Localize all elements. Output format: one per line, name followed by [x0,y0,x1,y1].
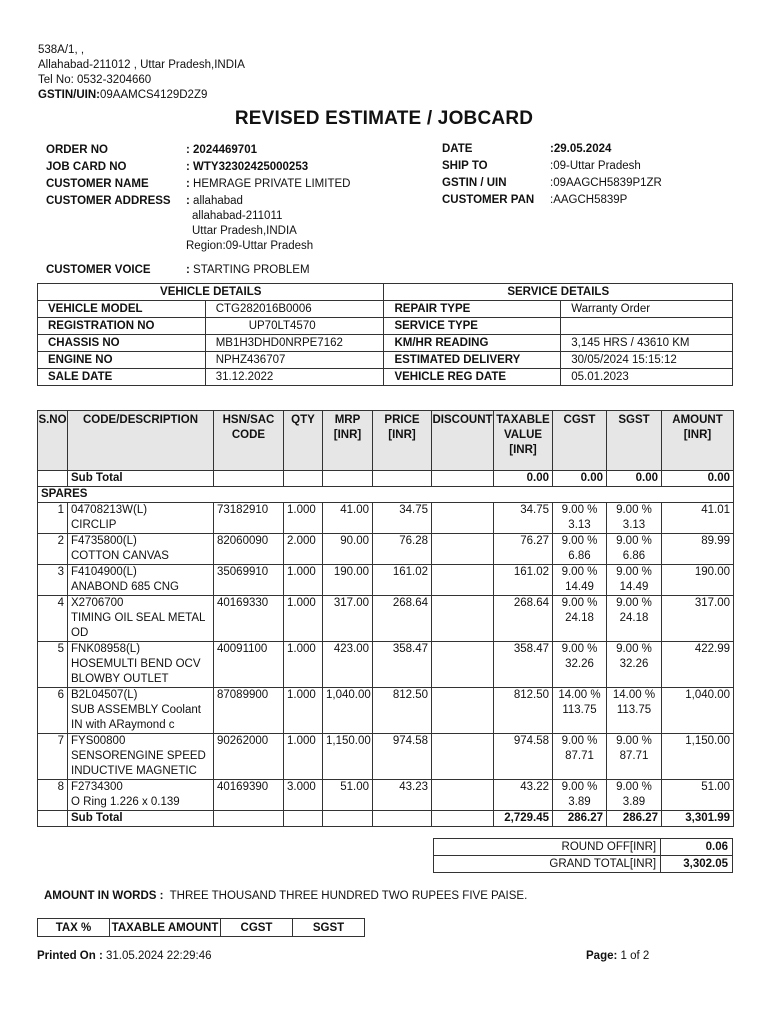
customer-name: : HEMRAGE PRIVATE LIMITED [186,178,351,190]
tax-summary-table [37,918,365,937]
sgst-header: SGST [293,919,365,937]
col-taxable: TAXABLE VALUE [INR] [494,411,553,471]
col-sno: S.NO [38,411,68,471]
tax-percent-header: TAX % [38,919,110,937]
job-card-no: : WTY32302425000253 [186,161,309,173]
vehicle-row: VEHICLE MODEL CTG282016B0006 REPAIR TYPE Warranty Order [38,301,733,318]
table-row: 7 FYS00800 SENSORENGINE SPEED INDUCTIVE MAGNETIC 90262000 1.000 1,150.00 974.58 974.58 9.00 % 87.71 9.00 % 87.71 1,150.00 [38,734,734,780]
table-row: 3 F4104900(L) ANABOND 685 CNG 35069910 1.000 190.00 161.02 161.02 9.00 % 14.49 9.00 % 14.49 190.00 [38,565,734,596]
customer-voice-value: : STARTING PROBLEM [186,264,310,276]
spares-section-row: SPARES [38,487,734,503]
vehicle-row: CHASSIS NO MB1H3DHD0NRPE7162 KM/HR READING 3,145 HRS / 43610 KM [38,335,733,352]
vehicle-row: ENGINE NO NPHZ436707 ESTIMATED DELIVERY 30/05/2024 15:15:12 [38,352,733,369]
table-row: 6 B2L04507(L) SUB ASSEMBLY Coolant IN with ARaymond c 87089900 1.000 1,040.00 812.50 812.50 14.00 % 113.75 14.00 % 113.75 1,040.00 [38,688,734,734]
address-line: Tel No: 0532-3204660 [38,74,152,86]
table-row: 8 F2734300 O Ring 1.226 x 0.139 40169390 3.000 51.00 43.23 43.22 9.00 % 3.89 9.00 % 3.89 51.00 [38,780,734,811]
service-details-header: SERVICE DETAILS [384,284,733,301]
order-info-right-labels [442,141,534,209]
order-info-right-values [550,141,662,209]
amount-in-words: AMOUNT IN WORDS : THREE THOUSAND THREE HUNDRED TWO RUPEES FIVE PAISE. [44,890,528,902]
labour-subtotal-row: Sub Total 0.00 0.00 0.00 0.00 [38,471,734,487]
spares-subtotal-row: Sub Total 2,729.45 286.27 286.27 3,301.99 [38,811,734,827]
vehicle-details-header: VEHICLE DETAILS [38,284,384,301]
totals-table [433,838,733,873]
order-info-labels [46,142,171,210]
pan-label: CUSTOMER PAN [442,194,535,206]
grand-total-row: GRAND TOTAL[INR] 3,302.05 [434,856,733,873]
pan-value: :AAGCH5839P [550,194,628,206]
company-address [38,43,245,103]
items-table [37,410,734,827]
customer-address: : allahabad allahabad-211011 Uttar Pradesh,INDIA Region:09-Uttar Pradesh [186,195,314,252]
order-no-label: ORDER NO [46,144,108,156]
address-line: Allahabad-211012 , Uttar Pradesh,INDIA [38,59,245,71]
job-card-label: JOB CARD NO [46,161,127,173]
table-row: 1 04708213W(L) CIRCLIP 73182910 1.000 41.00 34.75 34.75 9.00 % 3.13 9.00 % 3.13 41.01 [38,503,734,534]
cgst-header: CGST [221,919,293,937]
col-cgst: CGST [553,411,607,471]
customer-voice: CUSTOMER VOICE [46,264,151,276]
page-number: Page: 1 of 2 [586,950,650,962]
date-label: DATE [442,143,473,155]
col-amount: AMOUNT [INR] [662,411,734,471]
customer-address-label: CUSTOMER ADDRESS [46,195,171,207]
taxable-amount-header: TAXABLE AMOUNT [110,919,221,937]
vehicle-service-table [37,283,733,386]
customer-name-label: CUSTOMER NAME [46,178,149,190]
address-line: 538A/1, , [38,44,85,56]
table-row: 4 X2706700 TIMING OIL SEAL METAL OD 40169330 1.000 317.00 268.64 268.64 9.00 % 24.18 9.00 % 24.18 317.00 [38,596,734,642]
gstin-label: GSTIN / UIN [442,177,507,189]
col-price: PRICE [INR] [373,411,432,471]
order-info-values [186,142,350,254]
col-qty: QTY [284,411,323,471]
gstin-value: :09AAGCH5839P1ZR [550,177,662,189]
vehicle-row: SALE DATE 31.12.2022 VEHICLE REG DATE 05.01.2023 [38,369,733,386]
ship-to-value: :09-Uttar Pradesh [550,160,641,172]
col-discount: DISCOUNT [432,411,494,471]
col-hsn: HSN/SAC CODE [214,411,284,471]
ship-to-label: SHIP TO [442,160,488,172]
document-title: REVISED ESTIMATE / JOBCARD [234,108,534,129]
vehicle-row: REGISTRATION NO UP70LT4570 SERVICE TYPE [38,318,733,335]
table-row: 5 FNK08958(L) HOSEMULTI BEND OCV BLOWBY OUTLET 40091100 1.000 423.00 358.47 358.47 9.00 % 32.26 9.00 % 32.26 422.99 [38,642,734,688]
col-description: CODE/DESCRIPTION [68,411,214,471]
date-value: :29.05.2024 [550,143,612,155]
order-no: : 2024469701 [186,144,257,156]
col-sgst: SGST [607,411,662,471]
col-mrp: MRP [INR] [323,411,373,471]
printed-on: Printed On : 31.05.2024 22:29:46 [37,950,212,962]
round-off-row: ROUND OFF[INR] 0.06 [434,839,733,856]
company-gstin: GSTIN/UIN:09AAMCS4129D2Z9 [38,89,208,101]
table-row: 2 F4735800(L) COTTON CANVAS 82060090 2.000 90.00 76.28 76.27 9.00 % 6.86 9.00 % 6.86 89.99 [38,534,734,565]
items-header-row [38,411,734,471]
